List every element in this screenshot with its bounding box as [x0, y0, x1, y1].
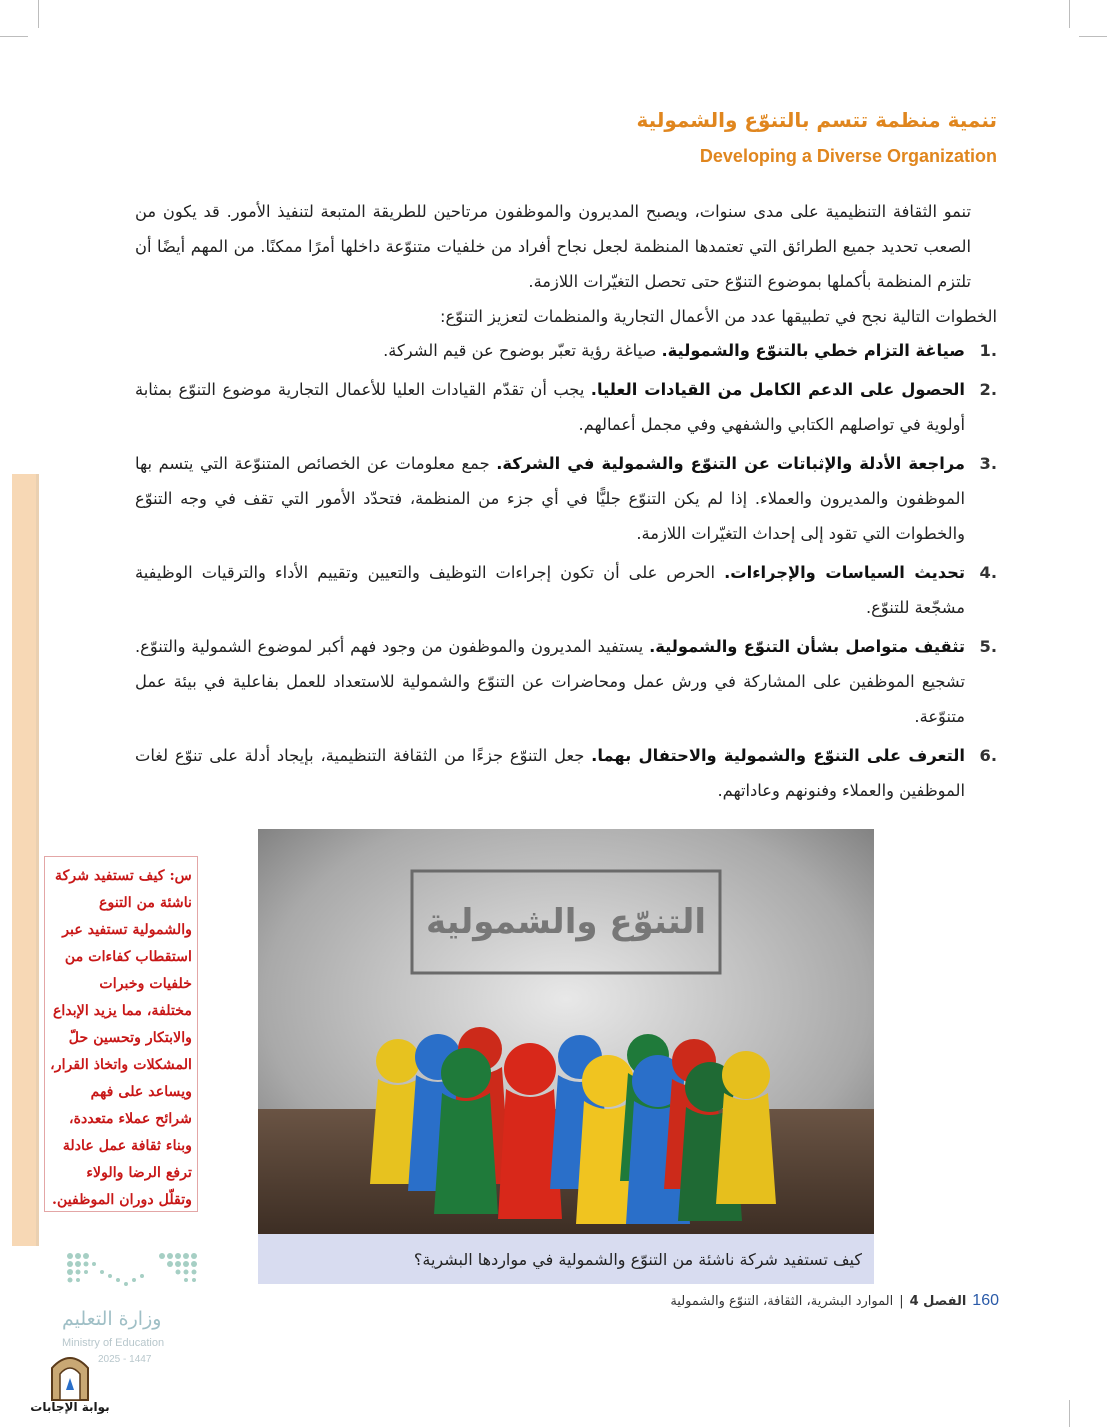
- step-number: .1: [979, 341, 997, 360]
- portal-label: بوابة الإجابات: [30, 1400, 110, 1414]
- step-heading: التعرف على التنوّع والشمولية والاحتفال بهما.: [591, 746, 965, 765]
- step-number: .4: [979, 563, 997, 582]
- crop-mark: [38, 0, 39, 28]
- crop-mark: [1069, 0, 1070, 28]
- list-item: [135, 372, 997, 442]
- step-heading: تثقيف متواصل بشأن التنوّع والشمولية.: [649, 637, 965, 656]
- ministry-logo-dots-icon: [62, 1248, 202, 1304]
- step-heading: تحديث السياسات والإجراءات.: [724, 563, 965, 582]
- step-text: يستفيد المديرون والموظفون من وجود فهم أكبر لموضوع الشمولية والتنوّع. تشجيع الموظفين على المشاركة في ورش عمل ومحاضرات عن التنوّع والشمولية للاستعداد للعمل بفاعلية في بيئة عمل متنوّعة.: [135, 637, 965, 726]
- step-number: .6: [979, 746, 997, 765]
- intro-text: [135, 194, 997, 334]
- step-text: صياغة رؤية تعبّر بوضوح عن قيم الشركة.: [383, 341, 662, 360]
- chapter-label: الفصل 4: [909, 1293, 967, 1309]
- list-item: [135, 629, 997, 734]
- step-text: الحرص على أن تكون إجراءات التوظيف والتعيين وتقييم الأداء والترقيات الوظيفية مشجّعة للتنوّع.: [135, 563, 965, 617]
- photo-sign-text: التنوّع والشمولية: [425, 902, 707, 942]
- list-item: [135, 738, 997, 808]
- handwritten-answer-note: س: كيف تستفيد شركة ناشئة من التنوع والشمولية تستفيد عبر استقطاب كفاءات من خلفيات وخبرات مختلفة، مما يزيد الإبداع والابتكار وتحسين حلّ المشكلات واتخاذ القرار، ويساعد على فهم شرائح عملاء متعددة، وبناء ثقافة عمل عادلة ترفع الرضا والولاء وتقلّل دوران الموظفين.: [44, 856, 198, 1212]
- page-number: 160: [972, 1292, 999, 1309]
- footer-separator: |: [899, 1293, 904, 1309]
- ministry-year: 2025 - 1447: [98, 1354, 152, 1365]
- step-heading: صياغة التزام خطي بالتنوّع والشمولية.: [661, 341, 965, 360]
- ministry-name-arabic: وزارة التعليم: [62, 1308, 162, 1330]
- crop-mark: [1079, 36, 1107, 37]
- crop-mark: [1069, 1400, 1070, 1427]
- step-heading: الحصول على الدعم الكامل من القيادات العليا.: [590, 380, 965, 399]
- section-title-arabic: تنمية منظمة تتسم بالتنوّع والشمولية: [636, 108, 997, 132]
- sidebar-strip: [12, 474, 39, 1246]
- step-number: .5: [979, 637, 997, 656]
- photo-caption: كيف تستفيد شركة ناشئة من التنوّع والشمولية في مواردها البشرية؟: [258, 1234, 874, 1284]
- intro-lead-in: الخطوات التالية نجح في تطبيقها عدد من الأعمال التجارية والمنظمات لتعزيز التنوّع:: [439, 307, 997, 326]
- ministry-name-english: Ministry of Education: [62, 1337, 165, 1349]
- step-number: .3: [979, 454, 997, 473]
- step-text: يجب أن تقدّم القيادات العليا للأعمال التجارية موضوع التنوّع بمثابة أولوية في تواصلهم الكتابي والشفهي وفي مجمل أعمالهم.: [135, 380, 965, 434]
- section-title-english: Developing a Diverse Organization: [699, 146, 997, 166]
- step-text: جعل التنوّع جزءًا من الثقافة التنظيمية، بإيجاد أدلة على تنوّع لغات الموظفين والعملاء وفنونهم وعاداتهم.: [135, 746, 965, 800]
- crop-mark: [0, 36, 28, 37]
- step-heading: مراجعة الأدلة والإثباتات عن التنوّع والشمولية في الشركة.: [496, 454, 966, 473]
- list-item: [135, 446, 997, 551]
- list-item: [135, 555, 997, 625]
- portal-arch-icon: [30, 1350, 110, 1402]
- list-item: [135, 333, 997, 368]
- diversity-photo: [258, 829, 874, 1234]
- step-text: جمع معلومات عن الخصائص المتنوّعة التي يتسم بها الموظفون والمديرون والعملاء. إذا لم يكن التنوّع جليًّا في أي جزء من المنظمة، فتحدّد الأمور التي تقف في وجه التنوّع والخطوات التي تقود إلى إحداث التغيّرات اللازمة.: [135, 454, 965, 543]
- chapter-title: الموارد البشرية، الثقافة، التنوّع والشمولية: [670, 1293, 894, 1309]
- step-number: .2: [979, 380, 997, 399]
- page-footer: [670, 1292, 999, 1310]
- intro-paragraph: تنمو الثقافة التنظيمية على مدى سنوات، ويصبح المديرون والموظفون مرتاحين للطريقة المتبعة لتنفيذ الأمور. قد يكون من الصعب تحديد جميع الطرائق التي تعتمدها المنظمة لجعل نجاح أفراد من خلفيات متنوّعة داخلها أمرًا ممكنًا. من المهم أيضًا أن تلتزم المنظمة بأكملها بموضوع التنوّع حتى تحصل التغيّرات اللازمة.: [135, 202, 971, 291]
- steps-list: [135, 333, 997, 812]
- answers-portal-badge: [30, 1350, 110, 1420]
